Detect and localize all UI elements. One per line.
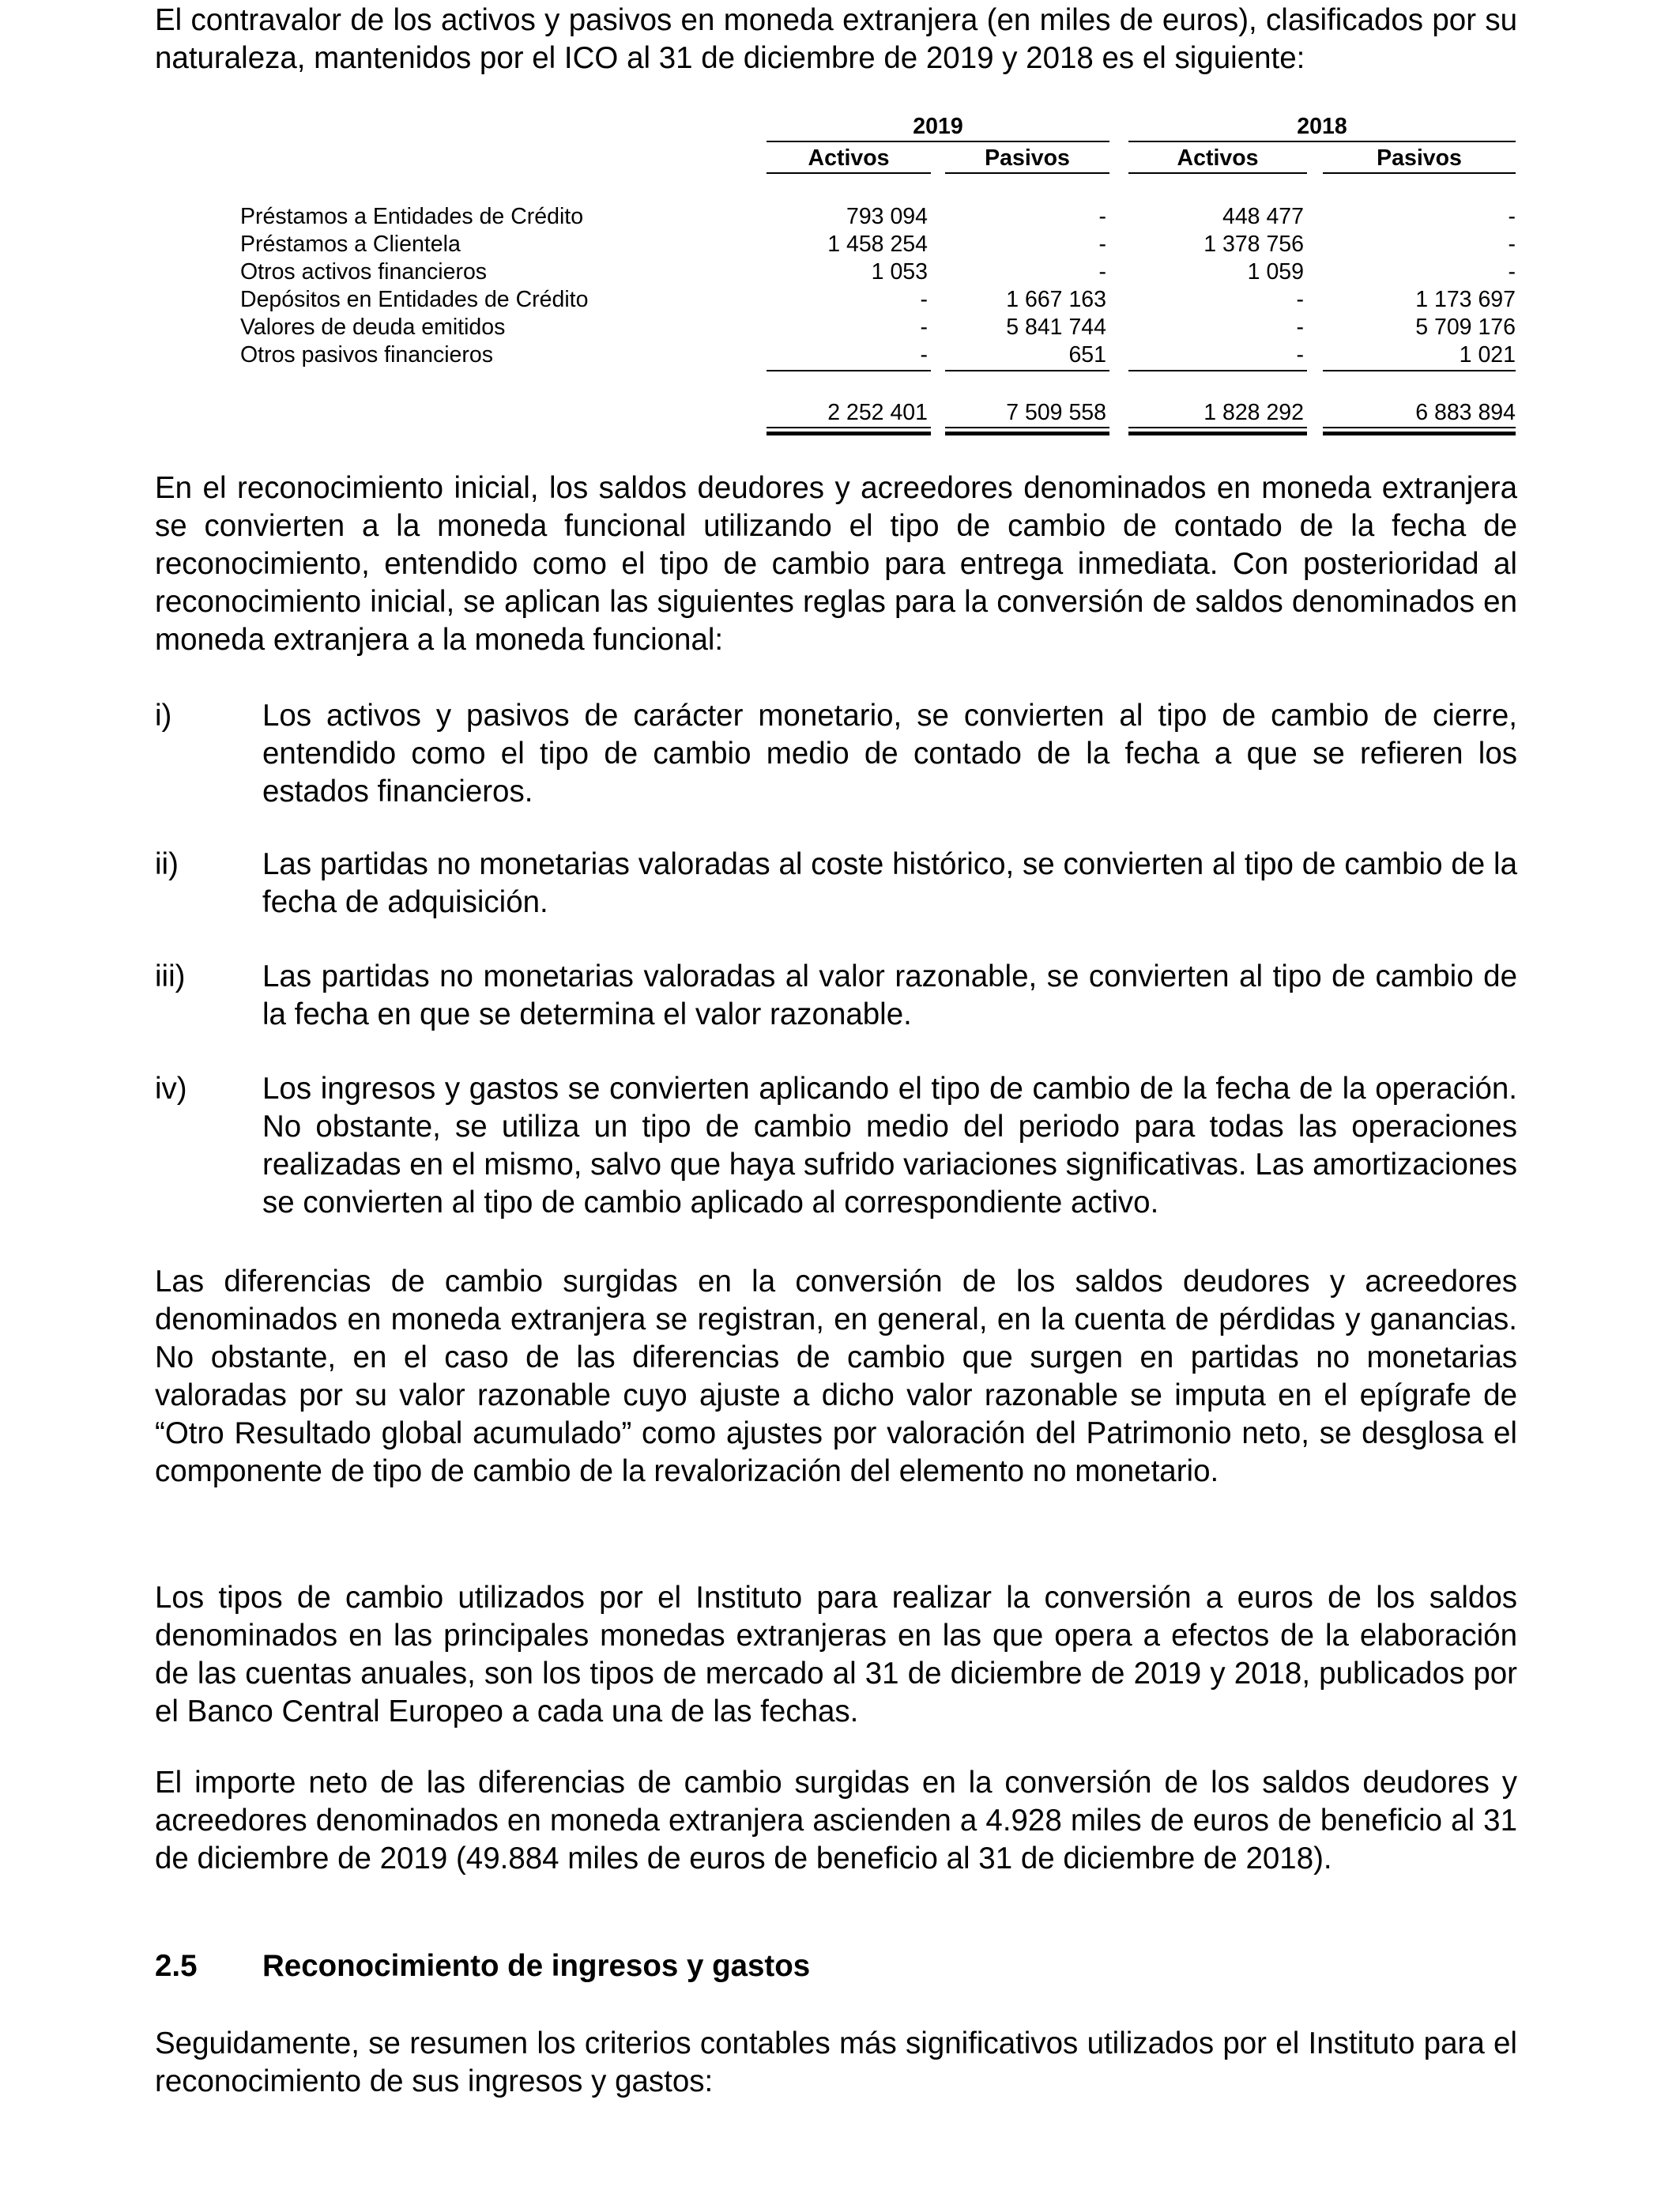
row-label: Otros pasivos financieros: [240, 342, 493, 368]
cell: 1 059: [1247, 259, 1304, 285]
cell: -: [1508, 259, 1516, 285]
cell: 1 173 697: [1415, 287, 1516, 312]
total-double-rule: [767, 432, 931, 435]
cell: -: [920, 315, 928, 340]
cell: 1 378 756: [1203, 232, 1304, 257]
total-rule: [945, 427, 1109, 428]
year-header-2018: 2018: [1297, 114, 1347, 139]
cell: 793 094: [846, 204, 928, 229]
section-title: Reconocimiento de ingresos y gastos: [262, 1949, 811, 1983]
col-header-pasivos-2018: Pasivos: [1377, 145, 1462, 171]
cell: 5 709 176: [1415, 315, 1516, 340]
row-label: Valores de deuda emitidos: [240, 315, 506, 340]
cell: 1 667 163: [1006, 287, 1106, 312]
list-number: ii): [155, 847, 179, 881]
total-cell: 2 252 401: [827, 400, 928, 425]
col-header-activos-2018: Activos: [1177, 145, 1259, 171]
intro-paragraph: El contravalor de los activos y pasivos en moneda extranjera (en miles de euros), clasificados por su naturaleza, mantenidos por el ICO al 31 de diciembre de 2019 y 2018 es el siguiente:: [155, 3, 1517, 75]
col-header-activos-2019: Activos: [808, 145, 890, 171]
cell: 5 841 744: [1006, 315, 1106, 340]
list-text: Los activos y pasivos de carácter monetario, se convierten al tipo de cambio de cierre, entendido como el tipo de cambio medio de contado de la fecha a que se refieren los estados financieros.: [262, 699, 1517, 809]
cell: 651: [1068, 342, 1106, 368]
cell: -: [1508, 204, 1516, 229]
list-text: Las partidas no monetarias valoradas al coste histórico, se convierten al tipo de cambio de la fecha de adquisición.: [262, 847, 1517, 919]
list-number: iii): [155, 959, 186, 993]
paragraph-initial-recognition: En el reconocimiento inicial, los saldos deudores y acreedores denominados en moneda extranjera se convierten a la moneda funcional utilizando el tipo de cambio de contado de la fecha de reconocimiento, entendido como el tipo de cambio para entrega inmediata. Con posterioridad al reconocimiento inicial, se aplican las siguientes reglas para la conversión de saldos denominados en moneda extranjera a la moneda funcional:: [155, 471, 1517, 657]
total-cell: 6 883 894: [1415, 400, 1516, 425]
total-double-rule: [1128, 432, 1307, 435]
year-header-2019: 2019: [913, 114, 963, 139]
year-rule-2019: [767, 141, 1109, 142]
cell: 1 458 254: [827, 232, 928, 257]
total-cell: 7 509 558: [1006, 400, 1106, 425]
total-cell: 1 828 292: [1203, 400, 1304, 425]
cell: -: [1098, 259, 1106, 285]
total-rule: [1128, 427, 1307, 428]
total-rule: [1323, 427, 1516, 428]
col-rule: [767, 172, 931, 174]
cell: 1 053: [871, 259, 928, 285]
row-label: Otros activos financieros: [240, 259, 488, 285]
paragraph-summary: Seguidamente, se resumen los criterios contables más significativos utilizados por el Instituto para el reconocimiento de sus ingresos y gastos:: [155, 2026, 1517, 2098]
paragraph-exchange-differences: Las diferencias de cambio surgidas en la conversión de los saldos deudores y acreedores denominados en moneda extranjera se registran, en general, en la cuenta de pérdidas y ganancias. No obstante, en el caso de las diferencias de cambio que surgen en partidas no monetarias valoradas por su valor razonable cuyo ajuste a dicho valor razonable se imputa en el epígrafe de “Otro Resultado global acumulado” como ajustes por valoración del Patrimonio neto, se desglosa el componente de tipo de cambio de la revalorización del elemento no monetario.: [155, 1265, 1517, 1488]
total-rule: [767, 427, 931, 428]
cell: -: [1508, 232, 1516, 257]
currency-table: [155, 0, 1517, 443]
cell: 1 021: [1459, 342, 1516, 368]
paragraph-net-amount: El importe neto de las diferencias de cambio surgidas en la conversión de los saldos deudores y acreedores denominados en moneda extranjera ascienden a 4.928 miles de euros de beneficio al 31 de diciembre de 2019 (49.884 miles de euros de beneficio al 31 de diciembre de 2018).: [155, 1766, 1517, 1875]
col-rule: [1128, 172, 1307, 174]
total-double-rule: [945, 432, 1109, 435]
cell: 448 477: [1222, 204, 1304, 229]
year-rule-2018: [1128, 141, 1516, 142]
row-label: Préstamos a Clientela: [240, 232, 461, 257]
cell: -: [1296, 315, 1304, 340]
cell: -: [920, 342, 928, 368]
cell: -: [1296, 342, 1304, 368]
paragraph-exchange-rates: Los tipos de cambio utilizados por el Instituto para realizar la conversión a euros de los saldos denominados en las principales monedas extranjeras en las que opera a efectos de la elaboración de las cuentas anuales, son los tipos de mercado al 31 de diciembre de 2019 y 2018, publicados por el Banco Central Europeo a cada una de las fechas.: [155, 1581, 1517, 1728]
subtotal-rule: [945, 370, 1109, 371]
total-double-rule: [1323, 432, 1516, 435]
col-rule: [1323, 172, 1516, 174]
row-label: Préstamos a Entidades de Crédito: [240, 204, 584, 229]
subtotal-rule: [1128, 370, 1307, 371]
subtotal-rule: [1323, 370, 1516, 371]
cell: -: [920, 287, 928, 312]
cell: -: [1296, 287, 1304, 312]
cell: -: [1098, 204, 1106, 229]
list-number: iv): [155, 1072, 187, 1106]
col-header-pasivos-2019: Pasivos: [985, 145, 1070, 171]
list-text: Las partidas no monetarias valoradas al valor razonable, se convierten al tipo de cambio de la fecha en que se determina el valor razonable.: [262, 959, 1517, 1031]
row-label: Depósitos en Entidades de Crédito: [240, 287, 589, 312]
list-number: i): [155, 699, 172, 733]
col-rule: [945, 172, 1109, 174]
section-number: 2.5: [155, 1949, 198, 1983]
cell: -: [1098, 232, 1106, 257]
subtotal-rule: [767, 370, 931, 371]
list-text: Los ingresos y gastos se convierten aplicando el tipo de cambio de la fecha de la operación. No obstante, se utiliza un tipo de cambio medio del periodo para todas las operaciones realizadas en el mismo, salvo que haya sufrido variaciones significativas. Las amortizaciones se convierten al tipo de cambio aplicado al correspondiente activo.: [262, 1072, 1517, 1220]
